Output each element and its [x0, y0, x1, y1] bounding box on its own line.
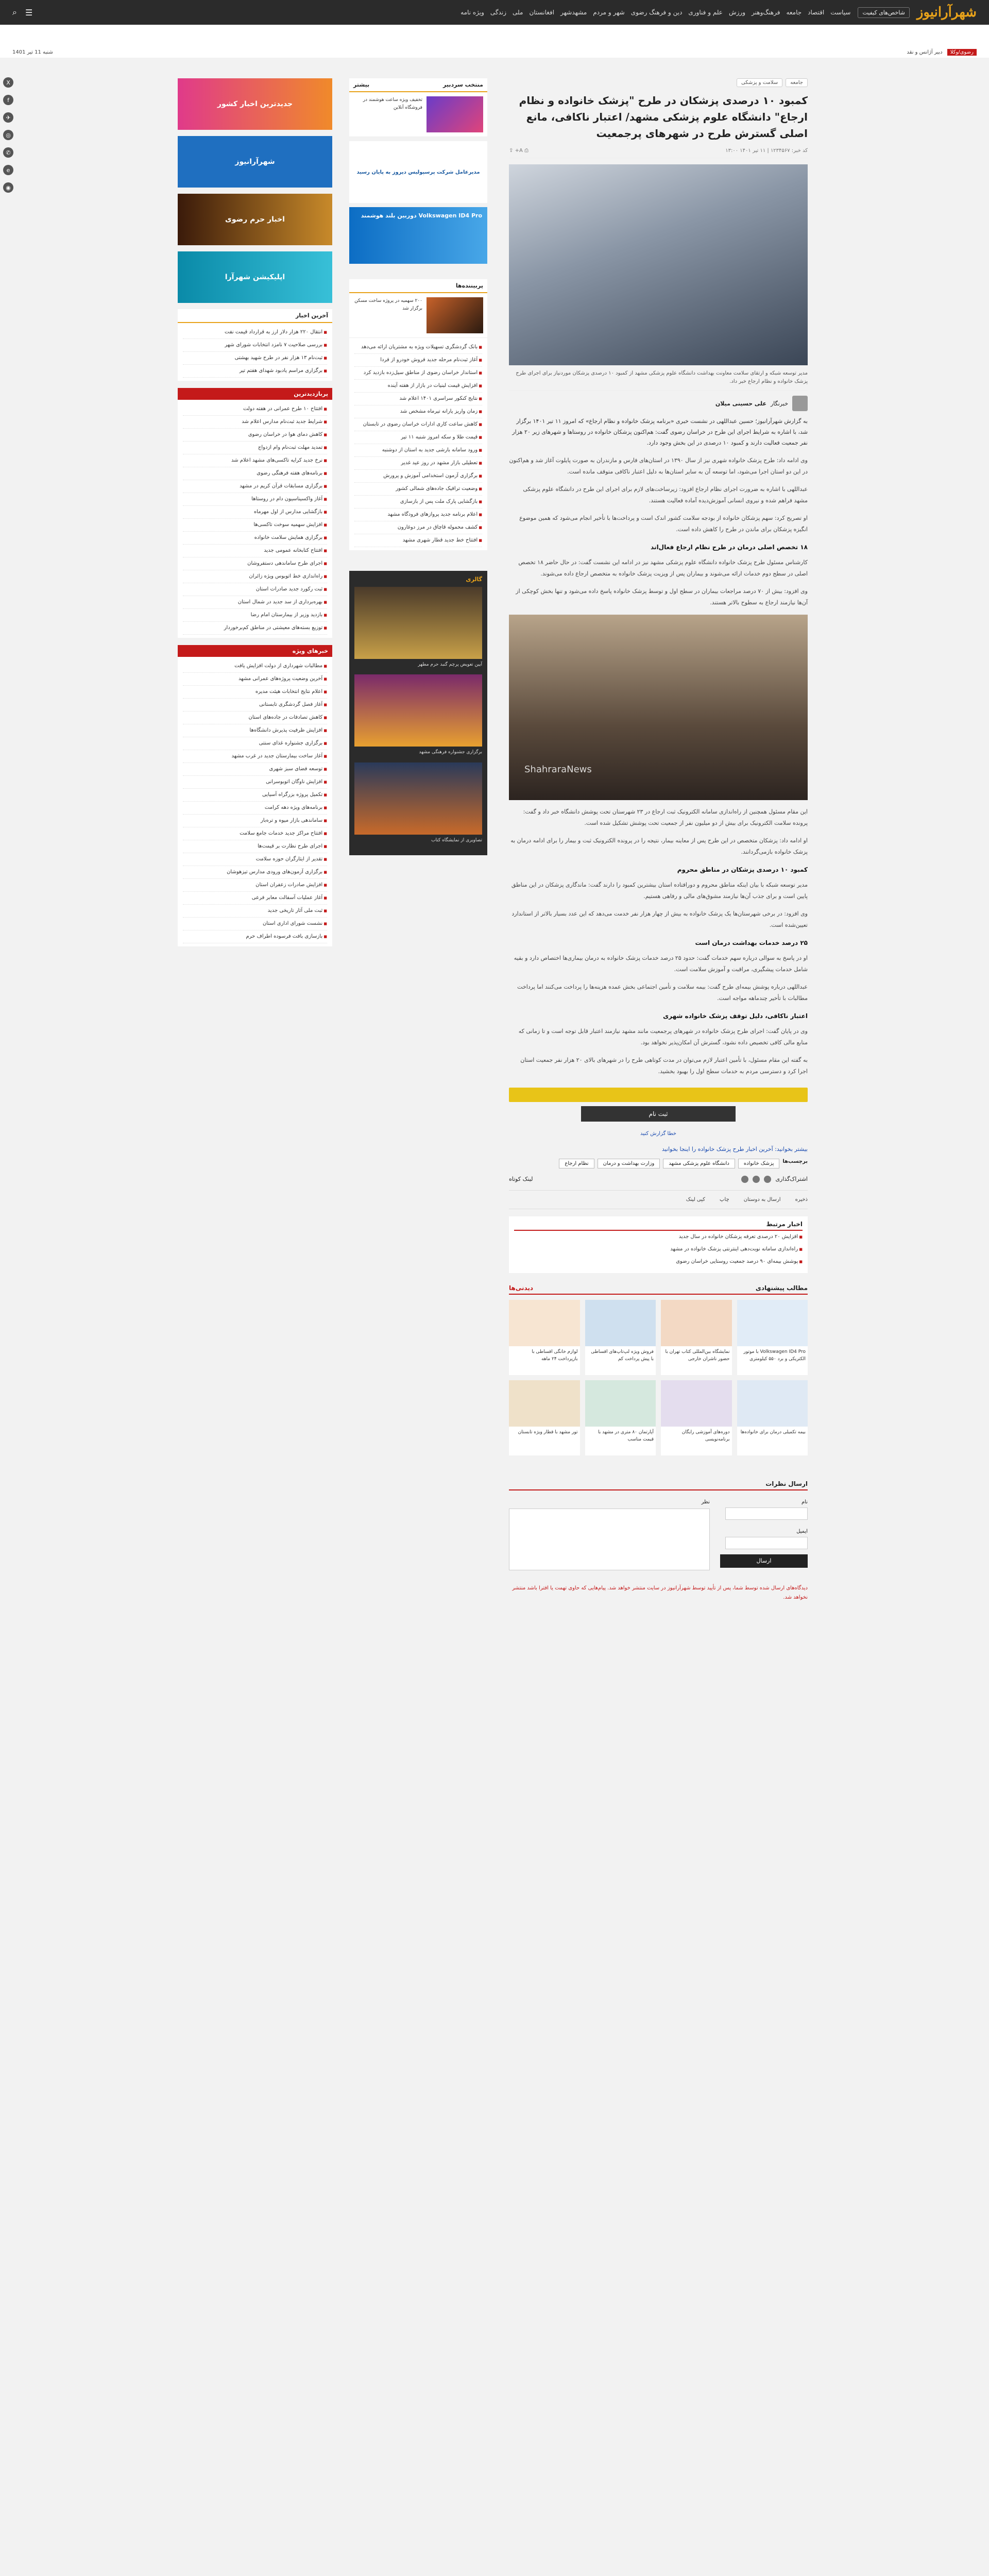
list-item[interactable]: ■ وضعیت ترافیک جاده‌های شمالی کشور — [354, 483, 482, 496]
nav-item[interactable]: جامعه — [786, 9, 802, 16]
card-thumb — [585, 1300, 656, 1346]
related-header — [514, 1216, 803, 1231]
list-item[interactable]: ■ تقدیر از ایثارگران حوزه سلامت — [183, 853, 327, 866]
list-item[interactable]: ■ ورود سامانه بارشی جدید به استان از دوشنبه — [354, 444, 482, 457]
list-item[interactable]: ■ راه‌اندازی سامانه نوبت‌دهی اینترنتی پزشک خانواده در مشهد — [514, 1243, 803, 1256]
signup-button[interactable]: ثبت نام — [581, 1106, 736, 1122]
suggested-section — [509, 1280, 808, 1455]
author-label: خبرنگار — [771, 400, 788, 407]
author-avatar — [792, 396, 808, 411]
list-item[interactable]: ■ تعطیلی بازار مشهد در روز عید غدیر — [354, 457, 482, 470]
card[interactable] — [509, 1300, 580, 1375]
email-field[interactable] — [725, 1537, 808, 1549]
suggested-cards — [509, 1300, 808, 1455]
facebook-icon[interactable]: f — [3, 95, 13, 105]
nav-item[interactable]: دین و فرهنگ رضوی — [630, 9, 683, 16]
list-item[interactable]: ■ زمان واریز یارانه تیرماه مشخص شد — [354, 405, 482, 418]
nav-item[interactable]: شهر و مردم — [593, 9, 625, 16]
list-item[interactable]: ■ تکمیل پروژه بزرگراه آسیایی — [183, 789, 327, 802]
card[interactable] — [585, 1380, 656, 1455]
card-title: دوره‌های آموزشی رایگان برنامه‌نویسی — [681, 1429, 730, 1443]
image-caption: مدیر توسعه شبکه و ارتقای سلامت معاونت بهداشت دانشگاه علوم پزشکی مشهد از کمبود ۱۰ درصدی پزشکان موردنیاز برای اجرای طرح پزشک خانواده و نظام ارجاع خبر داد. — [509, 365, 808, 391]
list-item[interactable]: ■ توسعه فضای سبز شهری — [183, 763, 327, 776]
list-item[interactable]: ■ بازسازی بافت فرسوده اطراف حرم — [183, 930, 327, 943]
article-column — [509, 78, 808, 1607]
list-item[interactable]: ■ اجرای طرح ساماندهی دستفروشان — [183, 557, 327, 570]
list-item[interactable]: ■ قیمت طلا و سکه امروز شنبه ۱۱ تیر — [354, 431, 482, 444]
list-item[interactable]: ■ بررسی صلاحیت ۷ نامزد انتخابات شورای شهر — [183, 339, 327, 352]
social-sidebar — [3, 77, 13, 193]
list-item[interactable]: ■ افتتاح کتابخانه عمومی جدید — [183, 545, 327, 557]
quality-pill[interactable]: شاخص‌های کیفیت — [858, 7, 909, 18]
comment-form — [509, 1471, 808, 1607]
middle-column — [349, 78, 487, 855]
related-link[interactable]: بیشتر بخوانید: آخرین اخبار طرح پزشک خانواده را اینجا بخوانید — [661, 1145, 808, 1153]
tag[interactable]: وزارت بهداشت و درمان — [598, 1159, 660, 1168]
list-item[interactable]: ■ برگزاری همایش سلامت خانواده — [183, 532, 327, 545]
send-comment-button[interactable]: ارسال — [720, 1554, 808, 1568]
news-list — [349, 338, 487, 550]
card-title: بیمه تکمیلی درمان برای خانواده‌ها — [740, 1429, 806, 1435]
ad-banner[interactable]: اخبار حرم رضوی — [178, 194, 332, 245]
tag[interactable]: دانشگاه علوم پزشکی مشهد — [663, 1159, 735, 1168]
list-item[interactable]: ■ افزایش قیمت لبنیات در بازار از هفته آینده — [354, 380, 482, 393]
card[interactable] — [737, 1380, 808, 1455]
print-button[interactable]: چاپ — [720, 1196, 729, 1202]
card-thumb — [737, 1380, 808, 1427]
paragraph: وی افزود: بیش از ۷۰ درصد مراجعات بیماران در سطح اول و توسط پزشک خانواده پاسخ داده می‌شود و تنها بخش کوچکی از آن‌ها نیازمند ارجاع به سطوح بالاتر هستند. — [516, 587, 808, 606]
nav-item[interactable]: فرهنگ‌وهنر — [752, 9, 780, 16]
video-item[interactable] — [349, 293, 487, 338]
article-hero-image — [509, 164, 808, 365]
ticker-label: رضوی/وکلا — [947, 49, 977, 56]
list-item[interactable]: ■ تمدید مهلت ثبت‌نام وام ازدواج — [183, 442, 327, 454]
card-thumb — [661, 1380, 732, 1427]
list-item[interactable]: ■ انتقال ۲۲۰ هزار دلار ارز به قرارداد قیمت نفت — [183, 326, 327, 339]
card-thumb — [509, 1300, 580, 1346]
gallery-box — [349, 571, 487, 855]
telegram-icon[interactable]: ✈ — [3, 112, 13, 123]
gallery-image[interactable] — [354, 587, 482, 659]
article-tools — [509, 148, 528, 154]
report-error-link[interactable]: خطا گزارش کنید — [640, 1130, 676, 1137]
author-row — [509, 391, 808, 416]
list-item[interactable]: ■ کاهش دمای هوا در خراسان رضوی — [183, 429, 327, 442]
breadcrumb-item[interactable]: جامعه — [786, 78, 808, 87]
list-item[interactable]: ■ برگزاری مراسم یادبود شهدای هفتم تیر — [183, 365, 327, 378]
card[interactable] — [509, 1380, 580, 1455]
list-item[interactable]: ■ آغاز عملیات آسفالت معابر فرعی — [183, 892, 327, 905]
list-item[interactable]: ■ افتتاح خط جدید قطار شهری مشهد — [354, 534, 482, 547]
nav-item[interactable]: ورزش — [728, 9, 746, 16]
list-item[interactable]: ■ برنامه‌های ویژه دهه کرامت — [183, 802, 327, 815]
search-icon[interactable]: ⌕ — [12, 7, 17, 17]
suggested-more[interactable]: دیدنی‌ها — [509, 1284, 534, 1292]
card[interactable] — [737, 1300, 808, 1375]
news-list — [178, 400, 332, 638]
list-item[interactable] — [349, 92, 487, 137]
item-title: تخفیف ویژه ساعت هوشمند در فروشگاه آنلاین — [363, 97, 422, 111]
list-item[interactable]: ■ برگزاری مسابقات قرآن کریم در مشهد — [183, 480, 327, 493]
list-item[interactable]: ■ پوشش بیمه‌ای ۹۰ درصد جمعیت روستایی خراسان رضوی — [514, 1256, 803, 1268]
subheading: کمبود ۱۰ درصدی پزشکان در مناطق محروم — [677, 866, 808, 873]
list-item[interactable]: ■ ساماندهی بازار میوه و تره‌بار — [183, 815, 327, 827]
list-item[interactable]: ■ آغاز فصل گردشگری تابستانی — [183, 699, 327, 711]
paragraph: او ادامه داد: پزشکان متخصص در این طرح پس از معاینه بیمار، نتیجه را در پرونده الکترونیک ثبت و بیمار را برای ادامه درمان به پزشک خانواده بازمی‌گردانند. — [510, 837, 808, 855]
promo-bar[interactable] — [509, 1088, 808, 1102]
list-item[interactable]: ■ کاهش تصادفات در جاده‌های استان — [183, 711, 327, 724]
list-item[interactable]: ■ کشف محموله قاچاق در مرز دوغارون — [354, 521, 482, 534]
x-icon[interactable] — [741, 1176, 748, 1183]
list-item[interactable]: ■ ثبت ملی آثار تاریخی جدید — [183, 905, 327, 918]
card-thumb — [737, 1300, 808, 1346]
subheading: ۱۸ تخصص اصلی درمان در طرح نظام ارجاع فعال‌اند — [651, 543, 808, 551]
list-item[interactable]: ■ راه‌اندازی خط اتوبوس ویژه زائران — [183, 570, 327, 583]
paragraph: کارشناس مسئول طرح پزشک خانواده دانشگاه علوم پزشکی مشهد نیز در ادامه این نشست گفت: در حال حاضر ۱۸ تخصص اصلی در سطح دوم خدمات ارائه می‌شوند و بیماران پس از ویزیت پزشک خانواده به متخصص ارجاع داده می‌شوند. — [518, 558, 808, 577]
most-visited-header: پربازدیدترین — [178, 388, 332, 400]
main-nav — [40, 9, 850, 16]
list-item[interactable]: ■ افزایش صادرات زعفران استان — [183, 879, 327, 892]
list-item[interactable]: ■ ثبت‌نام ۱۳ هزار نفر در طرح شهید بهشتی — [183, 352, 327, 365]
paragraph: این مقام مسئول همچنین از راه‌اندازی سامانه الکترونیک ثبت ارجاع در ۲۳ شهرستان تحت پوشش دانشگاه خبر داد و گفت: پرونده سلامت الکترونیک برای بیش از دو میلیون نفر از جمعیت تحت پوشش تشکیل شده است. — [523, 808, 808, 826]
item-title: ۲۰۰ سهمیه در پروژه ساخت مسکن برگزار شد — [354, 298, 422, 312]
section-more[interactable]: بیشتر — [353, 81, 370, 88]
ad-banner[interactable]: شهرآرانیوز — [178, 136, 332, 188]
paragraph: مدیر توسعه شبکه با بیان اینکه مناطق محروم و دورافتاده استان بیشترین کمبود را دارند گفت: ماندگاری پزشکان در این مناطق پایین است و برای جذب آن‌ها نیازمند مشوق‌های مالی و رفاهی هستیم. — [511, 881, 808, 900]
list-item[interactable]: ■ آخرین وضعیت پروژه‌های عمرانی مشهد — [183, 673, 327, 686]
card-title: لوازم خانگی اقساطی با بازپرداخت ۲۴ ماهه — [532, 1349, 578, 1362]
whatsapp-icon[interactable] — [753, 1176, 760, 1183]
share-icon[interactable]: ⇪ — [509, 148, 514, 154]
nav-item[interactable]: ویژه نامه — [461, 9, 484, 16]
list-item[interactable]: ■ بانک گردشگری تسهیلات ویژه به مشتریان ارائه می‌دهد — [354, 341, 482, 354]
left-column — [178, 78, 332, 946]
article-image-2 — [509, 615, 808, 800]
nav-item[interactable]: زندگی — [490, 9, 507, 16]
comment-textarea[interactable] — [509, 1509, 710, 1570]
eitaa-icon[interactable]: e — [3, 165, 13, 175]
nav-item[interactable]: علم و فناوری — [688, 9, 723, 16]
list-item[interactable]: ■ نتایج کنکور سراسری ۱۴۰۱ اعلام شد — [354, 393, 482, 405]
suggested-title: مطالب پیشنهادی — [755, 1284, 808, 1292]
instagram-icon[interactable]: ◎ — [3, 130, 13, 140]
list-item[interactable]: ■ کاهش ساعت کاری ادارات خراسان رضوی در تابستان — [354, 418, 482, 431]
section-title: آخرین اخبار — [295, 312, 328, 319]
nav-item[interactable]: سیاست — [830, 9, 851, 16]
tag[interactable]: پزشک خانواده — [738, 1159, 779, 1168]
comment-warning: دیدگاه‌های ارسال شده توسط شما، پس از تأیید توسط شهرآرانیوز در سایت منتشر خواهد شد. پیام‌هایی که حاوی تهمت یا افترا باشد منتشر نخواهد شد. — [512, 1585, 808, 1600]
list-item[interactable]: ■ افتتاح ۱۰ طرح عمرانی در هفته دولت — [183, 403, 327, 416]
email-label: ایمیل — [796, 1528, 808, 1534]
list-item[interactable]: ■ نشست شورای اداری استان — [183, 918, 327, 930]
latest-header — [178, 309, 332, 323]
breadcrumb — [509, 78, 808, 87]
related-title: اخبار مرتبط — [766, 1220, 803, 1228]
card-thumb — [661, 1300, 732, 1346]
list-item[interactable]: ■ افزایش ظرفیت پذیرش دانشگاه‌ها — [183, 724, 327, 737]
short-link[interactable]: لینک کوتاه — [509, 1176, 533, 1183]
list-item[interactable]: ■ آغاز واکسیناسیون دام در روستاها — [183, 493, 327, 506]
list-item[interactable]: ■ بازگشایی پارک ملت پس از بازسازی — [354, 496, 482, 509]
article-actions — [509, 1190, 808, 1209]
item-thumb — [427, 297, 483, 333]
print-icon[interactable]: ⎙ — [524, 148, 528, 154]
nav-item[interactable]: افغانستان — [529, 9, 555, 16]
list-item[interactable]: ■ استاندار خراسان رضوی از مناطق سیل‌زده بازدید کرد — [354, 367, 482, 380]
card-title: آپارتمان ۸۰ متری در مشهد با قیمت مناسب — [598, 1429, 654, 1443]
list-item[interactable]: ■ بازدید وزیر از بیمارستان امام رضا — [183, 609, 327, 622]
list-item[interactable]: ■ آغاز ثبت‌نام مرحله جدید فروش خودرو از فردا — [354, 354, 482, 367]
tag[interactable]: نظام ارجاع — [559, 1159, 594, 1168]
card-title: Volkswagen ID4 Pro با موتور الکتریکی و برد ۵۵۰ کیلومتری — [743, 1349, 806, 1362]
ad-banner[interactable]: اپلیکیشن شهرآرا — [178, 251, 332, 303]
list-item[interactable]: ■ ثبت رکورد جدید صادرات استان — [183, 583, 327, 596]
image-watermark: ShahraraNews — [524, 764, 592, 775]
paragraph: وی افزود: در برخی شهرستان‌ها یک پزشک خانواده به بیش از چهار هزار نفر خدمت می‌دهد که این عدد بسیار بالاتر از استاندارد تعیین‌شده است. — [511, 910, 808, 928]
font-size-icon[interactable]: A+ — [515, 148, 523, 154]
nav-item[interactable]: مشهدشهر — [560, 9, 587, 16]
tags-label: برچسب‌ها — [782, 1158, 808, 1164]
gallery-caption: برگزاری جشنواره فرهنگی مشهد — [419, 750, 482, 755]
card-title: فروش ویژه لپ‌تاپ‌های اقساطی با پیش پرداخت کم — [591, 1349, 654, 1362]
section-title: منتخب سردبیر — [443, 81, 483, 88]
card[interactable] — [661, 1380, 732, 1455]
gallery-image[interactable] — [354, 674, 482, 747]
article-meta — [509, 148, 808, 158]
article-date: کد خبر: ۱۲۳۴۵۶۷ | ۱۱ تیر ۱۴۰۱ ۱۳:۰۰ — [725, 148, 808, 154]
list-item[interactable]: ■ برگزاری جشنواره غذای سنتی — [183, 737, 327, 750]
rss-icon[interactable]: ◉ — [3, 182, 13, 193]
subheading: اعتبار ناکافی، دلیل توقف پزشک خانواده شهری — [663, 1012, 808, 1020]
card-title: نمایشگاه بین‌المللی کتاب تهران با حضور ناشران خارجی — [665, 1349, 730, 1362]
list-item[interactable]: ■ شرایط جدید ثبت‌نام مدارس اعلام شد — [183, 416, 327, 429]
news-list — [178, 323, 332, 381]
editor-picks-header — [349, 78, 487, 92]
article-lead: به گزارش شهرآرانیوز؛ حسین عبداللهی در نشست خبری «برنامه پزشک خانواده و نظام ارجاع» که امروز ۱۱ تیر ۱۴۰۱ برگزار شد، با اشاره به شرایط اجرای این طرح در خراسان رضوی گفت: هم‌اکنون پزشکان خانواده در روستاها و شهرهای زیر ۲۰ هزار نفر جمعیت فعالیت دارند و کمبود ۱۰ درصدی در این بخش وجود دارد. — [512, 418, 808, 446]
name-label: نام — [801, 1499, 808, 1505]
comment-header — [509, 1476, 808, 1490]
gallery-title: گالری — [466, 576, 482, 583]
top-navigation — [0, 0, 989, 25]
list-item[interactable]: ■ برگزاری آزمون‌های ورودی مدارس تیزهوشان — [183, 866, 327, 879]
list-item[interactable]: ■ اعلام برنامه جدید پروازهای فرودگاه مشهد — [354, 509, 482, 521]
list-item[interactable]: ■ آغاز ساخت بیمارستان جدید در غرب مشهد — [183, 750, 327, 763]
card[interactable] — [585, 1300, 656, 1375]
list-item[interactable]: ■ بهره‌برداری از سد جدید در شمال استان — [183, 596, 327, 609]
news-ticker — [0, 49, 989, 58]
special-news-header: خبرهای ویژه — [178, 645, 332, 657]
card[interactable] — [661, 1300, 732, 1375]
paragraph: به گفته این مقام مسئول، با تأمین اعتبار لازم می‌توان در مدت کوتاهی طرح را در شهرهای بالای ۲۰ هزار نفر جمعیت استان اجرا کرد و دسترسی مردم به خدمات سطح اول را بهبود بخشید. — [520, 1056, 808, 1075]
paragraph: وی ادامه داد: طرح پزشک خانواده شهری نیز از سال ۱۳۹۰ در استان‌های فارس و مازندران به صورت پایلوت آغاز شد و هم‌اکنون در این دو استان اجرا می‌شود، اما توسعه آن به سایر استان‌ها به دلیل اعتبار ناکافی متوقف مانده است. — [509, 456, 808, 475]
card-thumb — [509, 1380, 580, 1427]
comment-label: نظر — [701, 1499, 710, 1505]
list-item[interactable]: ■ توزیع بسته‌های معیشتی در مناطق کم‌برخوردار — [183, 622, 327, 635]
related-news — [509, 1216, 808, 1273]
list-item[interactable]: ■ افزایش سهمیه سوخت تاکسی‌ها — [183, 519, 327, 532]
paragraph: او تصریح کرد: سهم پزشکان خانواده از بودجه سلامت کشور اندک است و پرداخت‌ها با تأخیر انجام می‌شود که همین موضوع انگیزه پزشکان برای ماندن در طرح را کاهش داده است. — [519, 514, 808, 533]
card-title: تور مشهد با قطار ویژه تابستان — [518, 1429, 578, 1435]
gallery-caption: تصاویری از نمایشگاه کتاب — [431, 837, 482, 843]
list-item[interactable]: ■ نرخ جدید کرایه تاکسی‌های مشهد اعلام شد — [183, 454, 327, 467]
save-button[interactable]: ذخیره — [795, 1196, 808, 1202]
list-item[interactable]: ■ افزایش ناوگان اتوبوسرانی — [183, 776, 327, 789]
suggested-header — [509, 1280, 808, 1295]
list-item[interactable]: ■ افزایش ۲۰ درصدی تعرفه پزشکان خانواده در سال جدید — [514, 1231, 803, 1243]
gallery-caption: آیین تعویض پرچم گنبد حرم مطهر — [418, 662, 482, 667]
menu-icon[interactable]: ☰ — [25, 7, 33, 18]
copy-link-button[interactable]: کپی لینک — [686, 1196, 706, 1202]
ticker-text[interactable]: دبیر آژانس و نقد — [907, 49, 943, 55]
share-label: اشتراک‌گذاری — [775, 1176, 808, 1183]
ad-banner[interactable] — [349, 141, 487, 203]
news-list — [178, 657, 332, 946]
most-viewed-header — [349, 279, 487, 293]
header-tools — [12, 7, 32, 18]
card-thumb — [585, 1380, 656, 1427]
list-item[interactable]: ■ اعلام نتایج انتخابات هیئت مدیره — [183, 686, 327, 699]
list-item[interactable]: ■ اجرای طرح نظارت بر قیمت‌ها — [183, 840, 327, 853]
paragraph: عبداللهی درباره پوشش بیمه‌ای طرح گفت: بیمه سلامت و تأمین اجتماعی بخش عمده هزینه‌ها را پرداخت می‌کنند اما پرداخت مطالبات با تأخیر چندماهه مواجه است. — [517, 983, 808, 1002]
list-item[interactable]: ■ برگزاری آزمون استخدامی آموزش و پرورش — [354, 470, 482, 483]
author-name[interactable]: علی حسینی میلان — [715, 400, 766, 407]
list-item[interactable]: ■ مطالبات شهرداری از دولت افزایش یافت — [183, 660, 327, 673]
subheading: ۲۵ درصد خدمات بهداشت درمان است — [695, 939, 808, 946]
item-thumb — [427, 96, 483, 132]
paragraph: او در پاسخ به سوالی درباره سهم خدمات گفت: حدود ۲۵ درصد خدمات پزشک خانواده به درمان بیماری‌ها اختصاص دارد و بقیه شامل خدمات پیشگیری، مراقبت و آموزش سلامت است. — [514, 954, 808, 973]
ad-banner[interactable]: جدیدترین اخبار کشور — [178, 78, 332, 130]
send-to-friend-button[interactable]: ارسال به دوستان — [743, 1196, 781, 1202]
whatsapp-icon[interactable]: ✆ — [3, 147, 13, 158]
tag-list — [509, 1159, 808, 1168]
comment-title: ارسال نظرات — [765, 1480, 808, 1487]
list-item[interactable]: ■ افتتاح مراکز جدید خدمات جامع سلامت — [183, 827, 327, 840]
site-logo[interactable]: شهرآرانیوز — [916, 5, 977, 20]
list-item[interactable]: ■ بازگشایی مدارس از اول مهرماه — [183, 506, 327, 519]
article-title: کمبود ۱۰ درصدی پزشکان در طرح "پزشک خانواده و نظام ارجاع" دانشگاه علوم پزشکی مشهد/ اعتبار ناکافی، مانع اصلی گسترش طرح در شهرهای پرجمعیت — [519, 94, 808, 140]
nav-item[interactable]: ملی — [513, 9, 523, 16]
x-icon[interactable]: X — [3, 77, 13, 88]
name-field[interactable] — [725, 1507, 808, 1520]
nav-item[interactable]: اقتصاد — [808, 9, 825, 16]
telegram-icon[interactable] — [764, 1176, 771, 1183]
list-item[interactable]: ■ برنامه‌های هفته فرهنگی رضوی — [183, 467, 327, 480]
breadcrumb-item[interactable]: سلامت و پزشکی — [737, 78, 782, 87]
section-title: پربیننده‌ها — [455, 282, 483, 289]
gallery-image[interactable] — [354, 762, 482, 835]
paragraph: وی در پایان گفت: اجرای طرح پزشک خانواده در شهرهای پرجمعیت مانند مشهد نیازمند اعتبار قابل توجه است و تا زمانی که منابع مالی کافی تخصیص داده نشود، گسترش آن امکان‌پذیر نخواهد بود. — [518, 1027, 808, 1046]
paragraph: عبداللهی با اشاره به ضرورت اجرای نظام ارجاع افزود: زیرساخت‌های لازم برای اجرای این طرح در دانشگاه علوم پزشکی مشهد فراهم شده و نیروی انسانی آموزش‌دیده آماده فعالیت هستند. — [523, 485, 808, 504]
ticker-date: شنبه 11 تیر 1401 — [12, 49, 53, 55]
share-row — [509, 1176, 808, 1183]
ad-banner[interactable]: Volkswagen ID4 Pro دوربین بلند هوشمند — [349, 207, 487, 264]
ad-text: مدیرعامل شرکت پرسپولیس دیروز به پایان رسید — [356, 169, 480, 175]
